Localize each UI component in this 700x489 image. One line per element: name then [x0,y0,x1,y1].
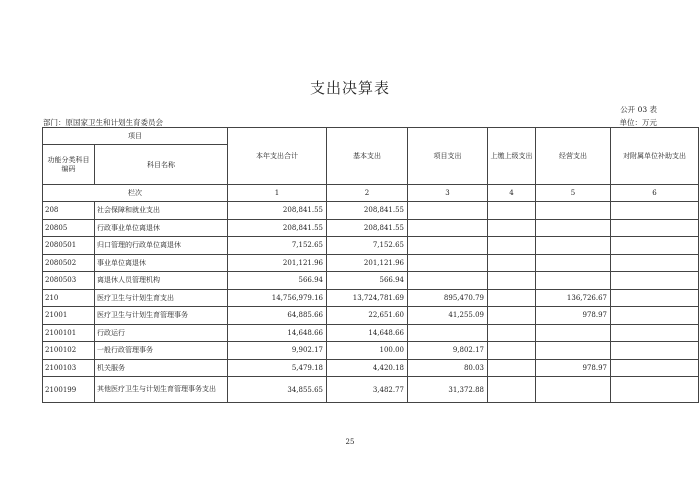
row-c3 [408,272,488,290]
row-name: 社会保障和就业支出 [95,202,228,220]
table-row [43,324,699,342]
row-c2: 566.94 [327,272,408,290]
row-code: 208 [43,202,95,220]
row-c2: 208,841.55 [327,219,408,237]
row-c1: 208,841.55 [228,219,327,237]
table-row [43,219,699,237]
row-c1: 14,756,979.16 [228,289,327,307]
row-c5 [536,272,611,290]
page-title: 支出决算表 [309,79,390,97]
expenditure-table [42,127,699,403]
row-c6 [611,272,699,290]
row-c4 [488,324,536,342]
row-name: 其他医疗卫生与计划生育管理事务支出 [95,377,228,403]
row-c3: 895,470.79 [408,289,488,307]
row-code: 20805 [43,219,95,237]
row-c2: 22,651.60 [327,307,408,325]
row-c4 [488,377,536,403]
row-c3: 31,372.88 [408,377,488,403]
header-lanci: 栏次 [43,185,228,202]
header-col-4: 上缴上级支出 [488,128,536,185]
row-code: 2100199 [43,377,95,403]
row-c2: 208,841.55 [327,202,408,220]
unit-label: 单位：万元 [619,118,657,127]
row-c5: 136,726.67 [536,289,611,307]
table-row [43,237,699,255]
row-c6 [611,324,699,342]
row-name: 行政事业单位离退休 [95,219,228,237]
row-c2: 14,648.66 [327,324,408,342]
table-row [43,359,699,377]
row-c2: 100.00 [327,342,408,360]
table-row [43,289,699,307]
row-c5 [536,202,611,220]
row-name: 事业单位离退休 [95,254,228,272]
page-number: 25 [345,438,355,446]
table-row [43,202,699,220]
row-c1: 64,885.66 [228,307,327,325]
row-c1: 5,479.18 [228,359,327,377]
row-c6 [611,359,699,377]
table-row [43,272,699,290]
row-c5 [536,324,611,342]
row-c1: 201,121.96 [228,254,327,272]
col-num-2: 2 [327,185,408,202]
row-c3 [408,202,488,220]
table-row [43,307,699,325]
row-c3 [408,254,488,272]
row-c4 [488,237,536,255]
header-col-5: 经营支出 [536,128,611,185]
row-c6 [611,377,699,403]
row-c6 [611,307,699,325]
row-code: 21001 [43,307,95,325]
row-c4 [488,219,536,237]
header-col-3: 项目支出 [408,128,488,185]
table-row [43,342,699,360]
row-c4 [488,202,536,220]
row-c2: 3,482.77 [327,377,408,403]
row-code: 210 [43,289,95,307]
row-name: 一般行政管理事务 [95,342,228,360]
row-code: 2080503 [43,272,95,290]
table-row [43,377,699,403]
col-num-3: 3 [408,185,488,202]
header-subject-name: 科目名称 [95,145,228,185]
row-c5 [536,377,611,403]
row-code: 2080501 [43,237,95,255]
row-c6 [611,289,699,307]
row-c5: 978.97 [536,307,611,325]
row-code: 2100101 [43,324,95,342]
header-func-code: 功能分类科目编码 [43,145,95,185]
form-number: 公开 03 表 [620,105,657,114]
col-num-1: 1 [228,185,327,202]
row-c5 [536,342,611,360]
row-c4 [488,342,536,360]
row-name: 归口管理的行政单位离退休 [95,237,228,255]
row-name: 行政运行 [95,324,228,342]
row-c1: 34,855.65 [228,377,327,403]
row-c4 [488,307,536,325]
row-c5 [536,237,611,255]
row-c3: 80.03 [408,359,488,377]
row-c6 [611,237,699,255]
col-num-6: 6 [611,185,699,202]
row-c2: 4,420.18 [327,359,408,377]
row-c1: 208,841.55 [228,202,327,220]
row-c5 [536,219,611,237]
row-c6 [611,254,699,272]
department-label: 部门：原国家卫生和计划生育委员会 [43,118,163,127]
row-name: 机关服务 [95,359,228,377]
row-c4 [488,272,536,290]
header-col-1: 本年支出合计 [228,128,327,185]
row-c1: 9,902.17 [228,342,327,360]
row-code: 2080502 [43,254,95,272]
row-c6 [611,342,699,360]
row-c4 [488,359,536,377]
row-c2: 7,152.65 [327,237,408,255]
row-c3 [408,237,488,255]
table-row [43,254,699,272]
row-c1: 566.94 [228,272,327,290]
row-c3: 41,255.09 [408,307,488,325]
row-name: 离退休人员管理机构 [95,272,228,290]
header-col-2: 基本支出 [327,128,408,185]
row-code: 2100103 [43,359,95,377]
row-c1: 14,648.66 [228,324,327,342]
row-c4 [488,254,536,272]
row-name: 医疗卫生与计划生育支出 [95,289,228,307]
row-c3: 9,802.17 [408,342,488,360]
header-col-6: 对附属单位补助支出 [611,128,699,185]
col-num-4: 4 [488,185,536,202]
row-c1: 7,152.65 [228,237,327,255]
row-c5: 978.97 [536,359,611,377]
row-c3 [408,219,488,237]
row-name: 医疗卫生与计划生育管理事务 [95,307,228,325]
col-num-5: 5 [536,185,611,202]
row-c5 [536,254,611,272]
header-project: 项目 [43,128,228,145]
row-c6 [611,219,699,237]
row-c2: 201,121.96 [327,254,408,272]
row-c2: 13,724,781.69 [327,289,408,307]
row-c6 [611,202,699,220]
row-c3 [408,324,488,342]
row-code: 2100102 [43,342,95,360]
row-c4 [488,289,536,307]
